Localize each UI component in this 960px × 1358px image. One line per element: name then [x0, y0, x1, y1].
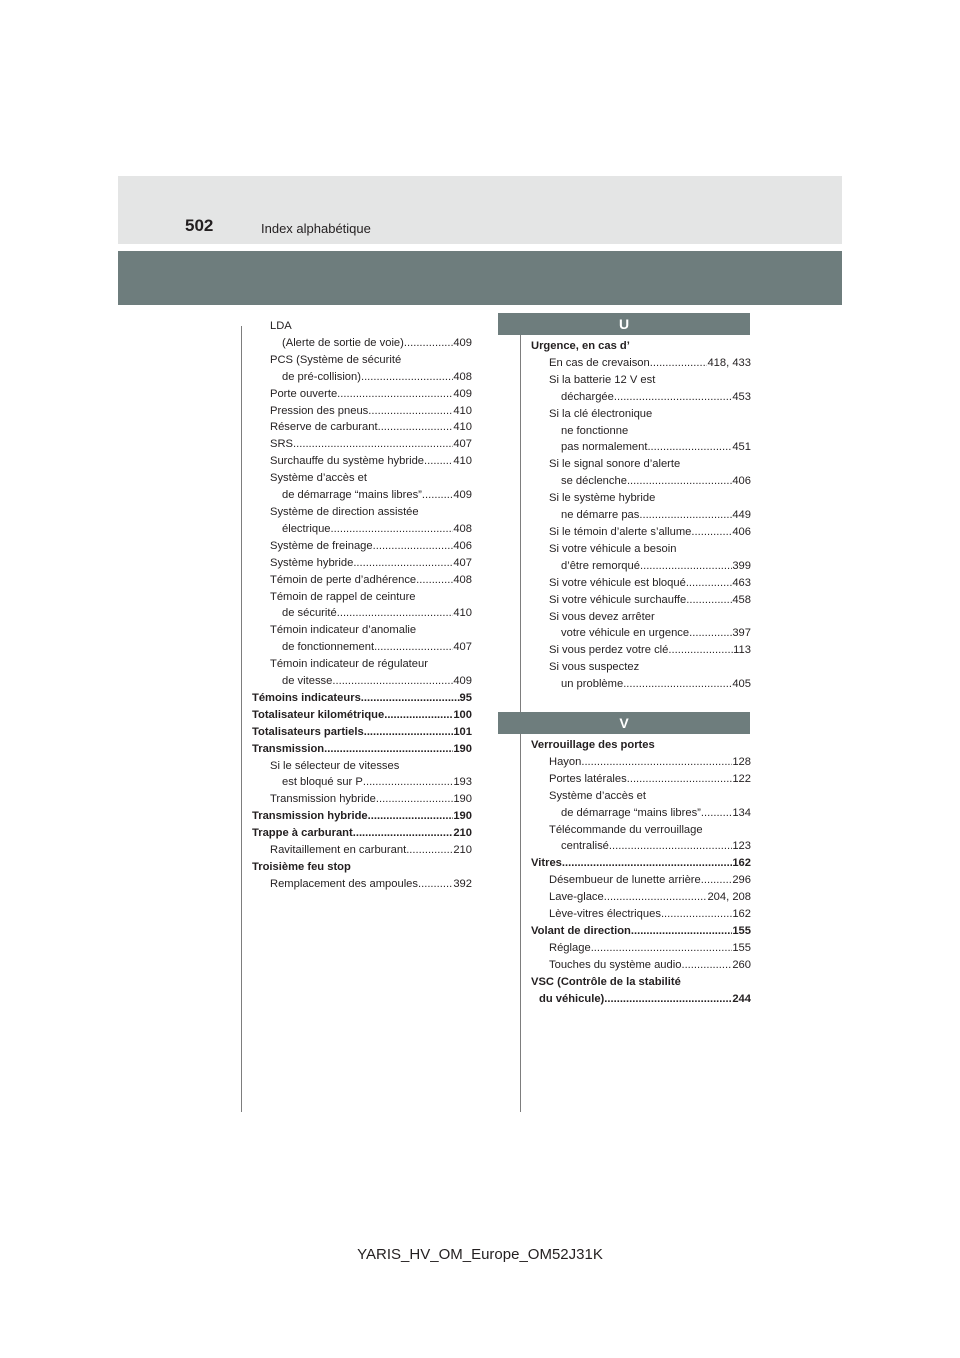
dot-leader [332, 673, 453, 690]
index-entry [531, 490, 751, 507]
index-entry [531, 423, 751, 440]
index-entry-page: 128 [732, 755, 751, 768]
index-entry-text: Pression des pneus [270, 404, 369, 417]
index-entry [252, 859, 472, 876]
index-entry-page: 458 [732, 593, 751, 606]
section-header-u: U [498, 313, 750, 335]
index-entry-text: Système hybride [270, 556, 354, 569]
index-entry-page: 193 [453, 776, 472, 789]
index-entry-page: 409 [453, 489, 472, 502]
dot-leader [293, 436, 453, 453]
index-entry [252, 707, 472, 724]
index-entry [531, 642, 751, 659]
dot-leader [627, 473, 732, 490]
index-entry-text: Si vous suspectez [549, 661, 640, 674]
index-entry-page: 204, 208 [707, 891, 751, 904]
dot-leader [373, 538, 454, 555]
dot-leader [376, 791, 453, 808]
index-entry-text: Télécommande du verrouillage [549, 823, 703, 836]
dot-leader [353, 825, 454, 842]
index-entry-text: Si le sélecteur de vitesses [270, 759, 400, 772]
index-entry-text: Transmission [252, 742, 325, 755]
dot-leader [640, 558, 732, 575]
index-entry-text: Système d’accès et [270, 472, 368, 485]
index-entry-text: Portes latérales [549, 772, 627, 785]
index-entry [252, 656, 472, 673]
index-entry-text: Témoin indicateur d’anomalie [270, 624, 417, 637]
index-entry-text: Système d’accès et [549, 789, 647, 802]
index-entry [252, 639, 472, 656]
index-entry-page: 244 [732, 992, 751, 1005]
index-entry-text: Totalisateur kilométrique [252, 708, 385, 721]
index-entry-text: Témoin indicateur de régulateur [270, 658, 428, 671]
index-entry [531, 771, 751, 788]
index-entry [252, 335, 472, 352]
index-entry-text: Si vous perdez votre clé [549, 644, 669, 657]
dot-leader [404, 335, 453, 352]
index-entry-text: du véhicule) [539, 992, 605, 1005]
index-entry-page: 451 [732, 441, 751, 454]
index-entry-page: 406 [732, 525, 751, 538]
dot-leader [422, 487, 453, 504]
index-entry-text: Témoins indicateurs [252, 691, 361, 704]
index-entry [252, 403, 472, 420]
index-entry-text: Ravitaillement en carburant [270, 844, 407, 857]
index-entry-text: Transmission hybride [270, 793, 376, 806]
index-entry [252, 572, 472, 589]
header-dark-band [118, 251, 842, 305]
dot-leader [378, 419, 454, 436]
index-entry [252, 724, 472, 741]
index-entry [252, 791, 472, 808]
index-entry-text: de démarrage “mains libres” [282, 489, 422, 502]
index-entry [252, 741, 472, 758]
index-entry [531, 822, 751, 839]
index-entry-page: 410 [453, 455, 472, 468]
dot-leader [639, 507, 732, 524]
dot-leader [686, 592, 732, 609]
index-entry [531, 473, 751, 490]
index-entry-text: Réglage [549, 941, 591, 954]
index-entry-text: Verrouillage des portes [531, 739, 655, 751]
index-entry-text: de démarrage “mains libres” [561, 806, 701, 819]
index-entry [531, 355, 751, 372]
index-entry [531, 923, 751, 940]
index-entry [531, 957, 751, 974]
section-header-v: V [498, 712, 750, 734]
index-entry-page: 409 [453, 336, 472, 349]
index-entry-text: Hayon [549, 755, 582, 768]
index-entry [531, 389, 751, 406]
dot-leader [364, 724, 454, 741]
index-entry-page: 409 [453, 675, 472, 688]
index-entry-page: 95 [459, 691, 472, 704]
index-entry [252, 589, 472, 606]
index-column-1 [252, 318, 472, 893]
dot-leader [361, 690, 460, 707]
dot-leader [650, 355, 708, 372]
dot-leader [647, 439, 732, 456]
dot-leader [331, 521, 454, 538]
dot-leader [668, 642, 733, 659]
index-entry [531, 788, 751, 805]
index-entry-page: 190 [453, 793, 472, 806]
index-entry-text: votre véhicule en urgence [561, 627, 690, 640]
index-entry-text: Réserve de carburant [270, 421, 378, 434]
index-entry [531, 855, 751, 872]
index-entry-text: Système de direction assistée [270, 505, 419, 518]
index-entry-text: de sécurité [282, 607, 337, 620]
index-entry [252, 842, 472, 859]
dot-leader [609, 838, 732, 855]
index-entry-page: 296 [732, 874, 751, 887]
index-entry-page: 399 [732, 559, 751, 572]
dot-leader [424, 453, 453, 470]
dot-leader [591, 940, 733, 957]
index-entry [531, 872, 751, 889]
index-entry [252, 369, 472, 386]
index-entry [531, 406, 751, 423]
dot-leader [416, 572, 453, 589]
index-entry-text: déchargée [561, 390, 614, 403]
index-entry-page: 123 [732, 840, 751, 853]
index-entry [531, 625, 751, 642]
dot-leader [374, 639, 453, 656]
dot-leader [337, 386, 453, 403]
dot-leader [614, 389, 732, 406]
index-entry-text: un problème [561, 678, 624, 691]
index-entry-page: 408 [453, 573, 472, 586]
index-entry-text: se déclenche [561, 475, 627, 488]
index-entry [252, 470, 472, 487]
index-entry-text: PCS (Système de sécurité [270, 353, 402, 366]
index-entry-text: Urgence, en cas d’ [531, 340, 630, 352]
dot-leader [681, 957, 732, 974]
index-entry-text: Lève-vitres électriques [549, 908, 661, 921]
index-entry-text: Si le signal sonore d’alerte [549, 458, 681, 471]
index-entry-text: ne démarre pas [561, 509, 640, 522]
index-entry-text: Transmission hybride [252, 810, 368, 823]
dot-leader [581, 754, 732, 771]
index-entry-page: 155 [732, 941, 751, 954]
index-entry-page: 449 [732, 509, 751, 522]
index-entry-page: 397 [732, 627, 751, 640]
dot-leader [689, 625, 732, 642]
index-entry [531, 805, 751, 822]
dot-leader [627, 771, 733, 788]
dot-leader [686, 575, 733, 592]
index-entry-page: 134 [732, 806, 751, 819]
index-entry-text: Remplacement des ampoules [270, 877, 418, 890]
page-number: 502 [185, 216, 214, 235]
dot-leader [324, 741, 453, 758]
dot-leader [562, 855, 732, 872]
index-entry-text: centralisé [561, 840, 609, 853]
index-entry-text: Trappe à carburant [252, 827, 353, 840]
index-entry-text: SRS [270, 438, 294, 451]
index-entry [531, 754, 751, 771]
index-entry [531, 372, 751, 389]
dot-leader [418, 876, 453, 893]
index-entry-page: 409 [453, 387, 472, 400]
index-entry-page: 162 [732, 908, 751, 921]
index-entry [252, 690, 472, 707]
index-entry-text: électrique [282, 522, 331, 535]
index-entry [252, 876, 472, 893]
index-entry-page: 408 [453, 370, 472, 383]
index-entry [531, 592, 751, 609]
index-entry [252, 808, 472, 825]
index-entry [531, 338, 751, 355]
index-entry-page: 408 [453, 522, 472, 535]
dot-leader [406, 842, 453, 859]
index-entry-page: 101 [453, 725, 472, 738]
index-entry [531, 906, 751, 923]
dot-leader [363, 774, 453, 791]
index-entry-text: Témoin de rappel de ceinture [270, 590, 416, 603]
index-entry [531, 737, 751, 754]
dot-leader [361, 369, 453, 386]
index-entry [531, 940, 751, 957]
page-title: Index alphabétique [261, 221, 371, 236]
dot-leader [661, 906, 732, 923]
index-entry-page: 210 [453, 827, 472, 840]
index-entry [531, 439, 751, 456]
dot-leader [353, 555, 453, 572]
index-entry-text: de fonctionnement [282, 641, 375, 654]
index-entry-text: ne fonctionne [561, 424, 629, 437]
index-entry [252, 436, 472, 453]
index-entry-text: pas normalement [561, 441, 648, 454]
index-entry [531, 541, 751, 558]
index-entry [531, 575, 751, 592]
document-footer: YARIS_HV_OM_Europe_OM52J31K [357, 1246, 603, 1263]
index-entry [252, 487, 472, 504]
index-entry-text: Si vous devez arrêter [549, 610, 655, 623]
index-entry-text: Si le système hybride [549, 492, 656, 505]
index-entry-page: 155 [732, 924, 751, 937]
index-entry [252, 555, 472, 572]
index-entry-text: En cas de crevaison [549, 356, 650, 369]
dot-leader [631, 923, 732, 940]
index-entry-text: est bloqué sur P [282, 776, 363, 789]
index-entry-text: VSC (Contrôle de la stabilité [531, 975, 681, 988]
index-column-u [531, 338, 751, 693]
index-entry-page: 410 [453, 421, 472, 434]
index-entry [252, 521, 472, 538]
index-entry-page: 406 [453, 539, 472, 552]
index-entry-page: 453 [732, 390, 751, 403]
index-entry [252, 673, 472, 690]
index-entry-page: 463 [732, 576, 751, 589]
index-entry-page: 410 [453, 404, 472, 417]
index-entry-text: LDA [270, 320, 292, 332]
dot-leader [384, 707, 453, 724]
header-band [118, 176, 842, 244]
index-entry [531, 676, 751, 693]
index-entry [531, 889, 751, 906]
index-entry-page: 407 [453, 438, 472, 451]
dot-leader [701, 805, 732, 822]
index-entry-page: 122 [732, 772, 751, 785]
index-entry-text: Si votre véhicule a besoin [549, 542, 677, 555]
dot-leader [604, 889, 708, 906]
index-entry-text: Surchauffe du système hybride [270, 455, 425, 468]
index-entry [531, 659, 751, 676]
index-entry-page: 113 [733, 644, 751, 657]
index-entry-text: Lave-glace [549, 891, 604, 904]
index-entry [531, 991, 751, 1008]
index-entry-page: 410 [453, 607, 472, 620]
index-entry-text: d’être remorqué [561, 559, 640, 572]
dot-leader [368, 808, 454, 825]
index-entry-text: Si le témoin d’alerte s’allume [549, 525, 692, 538]
index-entry-text: (Alerte de sortie de voie) [282, 336, 404, 349]
index-entry-page: 418, 433 [707, 356, 751, 369]
index-entry [531, 524, 751, 541]
index-entry-page: 407 [453, 556, 472, 569]
index-entry-page: 190 [453, 742, 472, 755]
index-entry-text: Volant de direction [531, 924, 631, 937]
index-entry [531, 609, 751, 626]
index-entry-page: 190 [453, 810, 472, 823]
column-divider-left [241, 326, 242, 1112]
index-entry-text: Porte ouverte [270, 387, 338, 400]
index-entry [531, 558, 751, 575]
index-entry-text: Si la clé électronique [549, 407, 653, 420]
dot-leader [691, 524, 732, 541]
index-entry [252, 622, 472, 639]
index-entry-text: Si la batterie 12 V est [549, 373, 656, 386]
index-entry-page: 392 [453, 877, 472, 890]
dot-leader [337, 605, 454, 622]
index-entry-text: Troisième feu stop [252, 861, 351, 873]
dot-leader [368, 403, 453, 420]
index-entry [252, 758, 472, 775]
index-entry [252, 318, 472, 335]
index-entry-text: Système de freinage [270, 539, 373, 552]
dot-leader [623, 676, 732, 693]
index-entry-page: 100 [453, 708, 472, 721]
index-entry [252, 605, 472, 622]
index-entry-text: de pré-collision) [282, 370, 361, 383]
index-entry-page: 260 [732, 958, 751, 971]
index-entry-text: Vitres [531, 857, 562, 870]
index-entry-text: Totalisateurs partiels [252, 725, 364, 738]
index-entry-page: 210 [453, 844, 472, 857]
dot-leader [604, 991, 732, 1008]
index-entry [252, 825, 472, 842]
dot-leader [701, 872, 733, 889]
index-entry [531, 838, 751, 855]
index-entry [252, 352, 472, 369]
index-entry [252, 453, 472, 470]
index-entry-text: Si votre véhicule est bloqué [549, 576, 686, 589]
index-entry [531, 456, 751, 473]
index-entry [252, 386, 472, 403]
index-entry-text: Désembueur de lunette arrière [549, 874, 701, 887]
index-entry [252, 774, 472, 791]
index-entry-page: 406 [732, 475, 751, 488]
index-entry-text: de vitesse [282, 675, 333, 688]
index-column-v [531, 737, 751, 1008]
index-entry-page: 407 [453, 641, 472, 654]
index-entry-page: 162 [732, 857, 751, 870]
index-entry-text: Si votre véhicule surchauffe [549, 593, 687, 606]
index-entry [252, 504, 472, 521]
index-entry [531, 974, 751, 991]
index-entry [531, 507, 751, 524]
index-entry [252, 538, 472, 555]
index-entry [252, 419, 472, 436]
index-entry-text: Touches du système audio [549, 958, 682, 971]
index-entry-text: Témoin de perte d’adhérence [270, 573, 417, 586]
index-entry-page: 405 [732, 678, 751, 691]
